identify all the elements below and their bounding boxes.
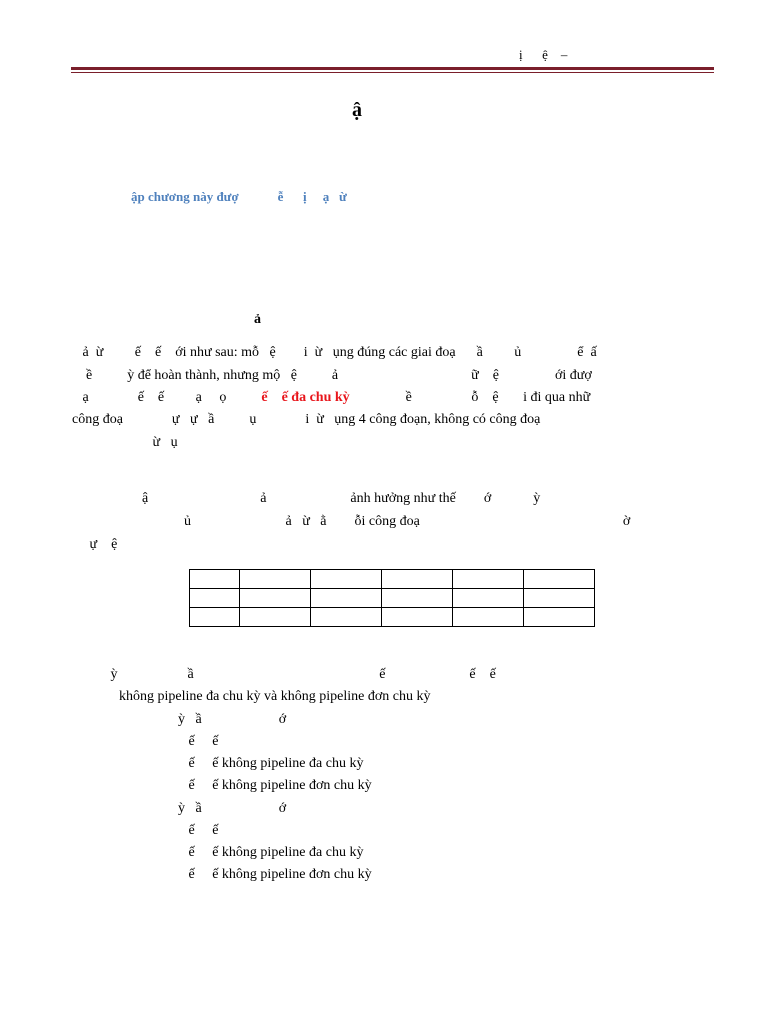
paragraph1-line3: [72, 389, 590, 407]
chapter-title: ậ: [352, 99, 362, 121]
table-cell: [524, 589, 595, 608]
table-cell: [524, 608, 595, 627]
paragraph1-line3-b: ề ỗ ệ i đi qua nhữ: [349, 390, 591, 405]
paragraph1-line3-a: ạ ế ế ạ ọ: [72, 390, 262, 405]
table-cell: [524, 570, 595, 589]
question-item: ế ế: [178, 734, 219, 749]
question-item: ế ế không pipeline đơn chu kỳ: [178, 867, 372, 882]
table-cell: [382, 608, 453, 627]
table-cell: [453, 589, 524, 608]
table-cell: [382, 570, 453, 589]
paragraph1-line1: ả ừ ế ế ới như sau: mỗ ệ i ừ ụng đúng các giai đoạ ầ ủ ể ấ: [72, 345, 597, 360]
table-cell: [190, 608, 240, 627]
table-cell: [190, 570, 240, 589]
page-header: ị ệ –: [519, 47, 568, 62]
table-cell: [382, 589, 453, 608]
question-item: ỳ ầ ớ: [178, 712, 287, 727]
table-cell: [190, 589, 240, 608]
paragraph2-line1: ậ ả ảnh hưởng như thế ớ ỳ: [72, 491, 541, 506]
paragraph2-line3: ự ệ: [72, 537, 118, 552]
table-cell: [311, 570, 382, 589]
intro-line: ập chương này đượ ễ ị ạ ừ: [131, 189, 347, 204]
section-heading: ả: [254, 312, 261, 327]
table-row: [190, 589, 595, 608]
table-cell: [453, 570, 524, 589]
question-line1: ỳ ầ ế ế ế: [72, 667, 496, 682]
paragraph1-line2: ề ỳ để hoàn thành, nhưng mộ ệ ả ữ ệ ới đượ: [72, 368, 592, 383]
table-cell: [311, 608, 382, 627]
table-cell: [240, 570, 311, 589]
question-item: ế ế không pipeline đa chu kỳ: [178, 756, 364, 771]
paragraph1-line4: công đoạ ự ự ầ ụ i ừ ụng 4 công đoạn, không có công đoạ: [72, 412, 541, 427]
question-line2: không pipeline đa chu kỳ và không pipeline đơn chu kỳ: [119, 689, 431, 704]
question-item: ế ế không pipeline đơn chu kỳ: [178, 778, 372, 793]
table-cell: [240, 589, 311, 608]
table-cell: [453, 608, 524, 627]
table-row: [190, 608, 595, 627]
question-item: ế ế không pipeline đa chu kỳ: [178, 845, 364, 860]
question-item: ỳ ầ ớ: [178, 801, 287, 816]
question-item: ế ế: [178, 823, 219, 838]
table-cell: [240, 608, 311, 627]
paragraph2-line2: ủ ả ừ ằ ỗi công đoạ ờ: [72, 514, 631, 529]
header-rule-thick: [71, 67, 714, 70]
table-row: [190, 570, 595, 589]
highlight-multicycle: ế ế đa chu kỳ: [261, 390, 350, 405]
table-cell: [311, 589, 382, 608]
paragraph1-line5: ừ ụ: [72, 435, 178, 450]
stage-timing-table: [189, 569, 595, 627]
header-rule-thin: [71, 72, 714, 73]
